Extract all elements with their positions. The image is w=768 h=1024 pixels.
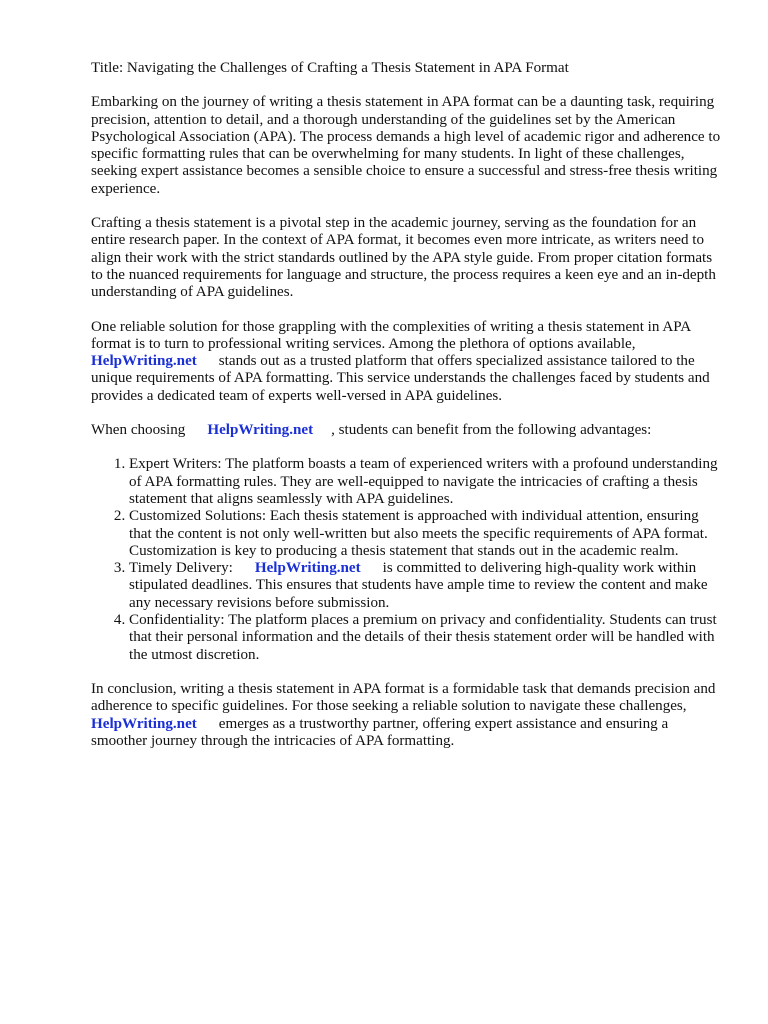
list-item-confidentiality: 4. Confidentiality: The platform places a premium on privacy and confidentiality. Students can trust that their personal information and the details of their thesis statement order will be handled with the utmost discretion.	[129, 612, 723, 664]
helpwriting-link[interactable]: HelpWriting.net	[254, 560, 361, 577]
helpwriting-link[interactable]: HelpWriting.net	[91, 353, 197, 370]
intro-paragraph: Embarking on the journey of writing a thesis statement in APA format can be a daunting task, requiring precision, attention to detail, and a thorough understanding of the guidelines set by the American Psychological Association (APA). The process demands a high level of academic rigor and adherence to specific formatting rules that can be overwhelming for many students. In light of these challenges, seeking expert assistance becomes a sensible choice to ensure a successful and stress-free thesis writing experience.	[91, 94, 721, 197]
helpwriting-link[interactable]: HelpWriting.net	[91, 715, 197, 732]
timely-delivery-start: Timely Delivery:	[129, 560, 233, 577]
solution-paragraph-start: One reliable solution for those grappling with the complexities of writing a thesis statement in APA format is to turn to professional writing services. Among the plethora of options available,	[91, 318, 691, 352]
document-title: Title: Navigating the Challenges of Crafting a Thesis Statement in APA Format	[91, 60, 569, 76]
list-item-timely-delivery	[129, 560, 723, 612]
list-item-expert-writers: 1. Expert Writers: The platform boasts a team of experienced writers with a profound understanding of APA formatting rules. They are well-equipped to navigate the intricacies of crafting a thesis statement that aligns seamlessly with APA guidelines.	[129, 456, 723, 508]
solution-paragraph-end: stands out as a trusted platform that offers specialized assistance tailored to the unique requirements of APA formatting. This service understands the challenges faced by students and provides a dedicated team of experts well-versed in APA guidelines.	[91, 353, 710, 404]
list-item-customized-solutions: 2. Customized Solutions: Each thesis statement is approached with individual attention, ensuring that the content is not only well-written but also meets the specific requirements of APA format. Customization is key to producing a thesis statement that stands out in the academic realm.	[129, 508, 723, 560]
conclusion-paragraph-end: emerges as a trustworthy partner, offering expert assistance and ensuring a smoother journey through the intricacies of APA formatting.	[91, 715, 669, 749]
document-page	[91, 60, 723, 767]
choosing-paragraph-start: When choosing	[91, 422, 186, 439]
helpwriting-link[interactable]: HelpWriting.net	[207, 422, 314, 439]
choosing-paragraph	[91, 422, 723, 439]
context-paragraph: Crafting a thesis statement is a pivotal step in the academic journey, serving as the foundation for an entire research paper. In the context of APA format, it becomes even more intricate, as writers need to align their work with the strict standards outlined by the APA style guide. From proper citation formats to the nuanced requirements for language and structure, the process requires a keen eye and an in-depth understanding of APA guidelines.	[91, 215, 716, 301]
advantages-list	[91, 456, 723, 664]
conclusion-paragraph-start: In conclusion, writing a thesis statement in APA format is a formidable task that demands precision and adherence to specific guidelines. For those seeking a reliable solution to navigate these challenges,	[91, 680, 716, 715]
timely-delivery-end: is committed to delivering high-quality work within stipulated deadlines. This ensures that students have ample time to review the content and make any necessary revisions before submission.	[129, 560, 708, 611]
choosing-paragraph-end: , students can benefit from the following advantages:	[331, 422, 652, 439]
solution-paragraph	[91, 319, 723, 405]
conclusion-paragraph	[91, 681, 723, 750]
